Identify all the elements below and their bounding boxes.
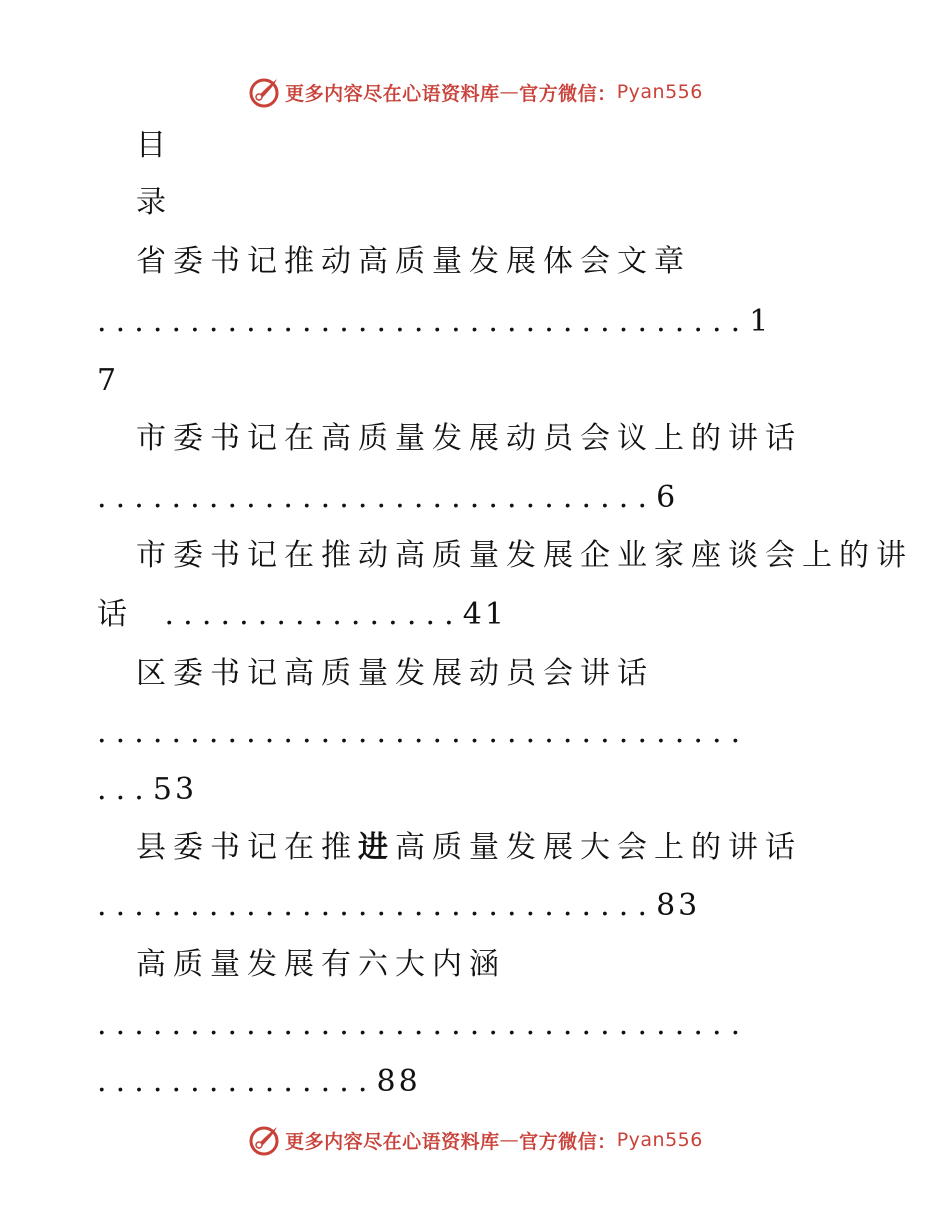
toc-page-number[interactable]: 41 — [462, 597, 507, 632]
banner-wechat-label: 官方微信： — [519, 1130, 617, 1153]
toc-leader-dots: ................ — [164, 597, 463, 632]
banner-wechat-id: Pyan556 — [616, 81, 703, 103]
toc-entry-5-leader-row — [97, 886, 700, 926]
toc-entry-4-leader-row-1: ................................... — [97, 715, 750, 750]
banner-separator: — — [499, 1129, 520, 1151]
banner-separator: — — [499, 81, 520, 103]
toc-entry-4-title[interactable]: 区委书记高质量发展动员会讲话 — [136, 656, 654, 691]
toc-entry-5-title-part: 县委书记在推 — [136, 830, 358, 865]
toc-page-number[interactable]: 83 — [656, 888, 701, 923]
toc-entry-1-page-wrap[interactable]: 7 — [97, 363, 120, 398]
toc-entry-3-title-wrap[interactable]: 话 — [97, 597, 134, 632]
toc-entry-3-title[interactable]: 市委书记在推动高质量发展企业家座谈会上的讲 — [136, 538, 913, 573]
quill-logo-icon — [247, 1123, 281, 1157]
toc-leader-dots: ............... — [97, 1064, 377, 1099]
toc-entry-2-title[interactable]: 市委书记在高质量发展动员会议上的讲话 — [136, 421, 802, 456]
banner-wechat-label: 官方微信： — [519, 82, 617, 105]
toc-entry-6-leader-row-1: ................................... — [97, 1007, 750, 1042]
toc-page-number[interactable]: 6 — [656, 480, 679, 515]
toc-leader-dots: .............................. — [97, 888, 657, 923]
toc-entry-6-title[interactable]: 高质量发展有六大内涵 — [136, 947, 506, 982]
banner-wechat-id: Pyan556 — [616, 1129, 703, 1151]
toc-entry-3-leader-row — [97, 595, 507, 635]
toc-entry-1-title[interactable]: 省委书记推动高质量发展体会文章 — [136, 244, 691, 279]
banner-text: 更多内容尽在心语资料库 — [285, 1130, 500, 1153]
banner-text: 更多内容尽在心语资料库 — [285, 82, 500, 105]
toc-entry-5-title[interactable] — [136, 828, 802, 868]
toc-leader-dots: ... — [97, 772, 153, 807]
footer-banner — [0, 1120, 950, 1160]
toc-leader-dots: .............................. — [97, 480, 657, 515]
toc-entry-6-leader-row-2 — [97, 1062, 421, 1102]
toc-leader-dots: ................................... — [97, 304, 750, 339]
toc-entry-5-title-part: 高质量发展大会上的讲话 — [395, 830, 802, 865]
toc-heading-line-2: 录 — [136, 185, 173, 220]
toc-page-number[interactable]: 88 — [376, 1064, 421, 1099]
toc-entry-4-leader-row-2 — [97, 770, 197, 810]
toc-entry-5-title-highlight: 进 — [358, 830, 395, 865]
toc-heading-line-1: 目 — [136, 128, 173, 163]
toc-entry-1-leader-row — [97, 302, 771, 342]
toc-page-number[interactable]: 53 — [152, 772, 198, 807]
toc-page-number[interactable]: 1 — [749, 304, 772, 339]
toc-entry-2-leader-row — [97, 478, 678, 518]
quill-logo-icon — [247, 75, 281, 109]
header-banner — [0, 72, 950, 112]
